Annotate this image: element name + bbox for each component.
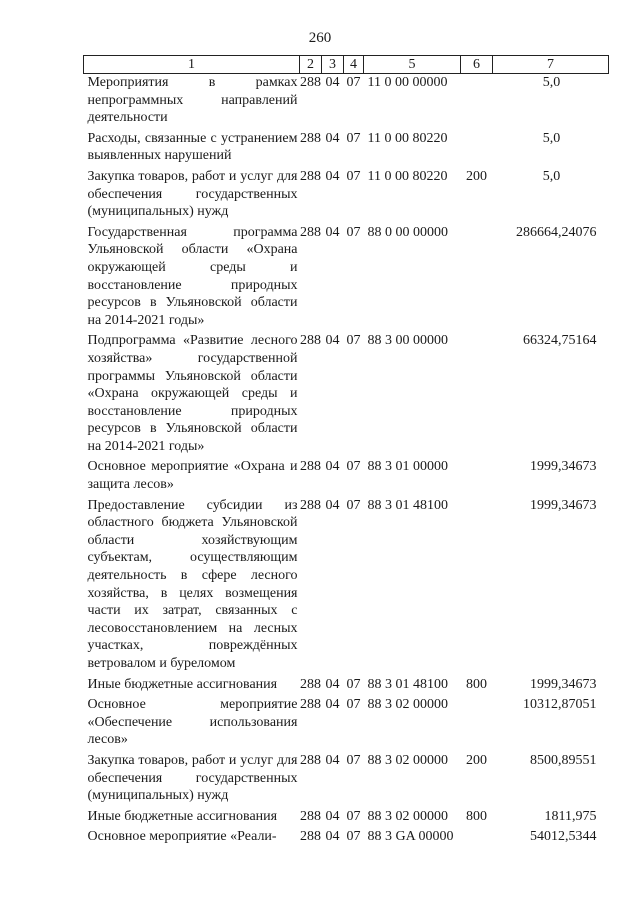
row-gr: 288 [300, 333, 321, 349]
row-csr: 88 3 01 00000 [367, 459, 448, 475]
row-csr: 11 0 00 80220 [367, 168, 448, 184]
table-row [84, 458, 609, 496]
row-sum: 1811,975 [544, 808, 597, 824]
row-gr: 288 [300, 752, 321, 768]
table-row [84, 752, 609, 808]
row-gr: 288 [300, 75, 321, 90]
row-pr: 07 [346, 752, 361, 768]
header-cell: 6 [461, 56, 493, 74]
table-row [84, 168, 609, 224]
row-csr: 88 3 01 48100 [367, 676, 448, 692]
table-row [84, 224, 609, 333]
row-csr: 11 0 00 80220 [367, 130, 448, 146]
row-csr: 88 3 01 48100 [367, 497, 448, 513]
row-pr: 07 [346, 808, 361, 824]
row-pr: 07 [346, 168, 361, 184]
row-csr: 88 3 00 00000 [367, 333, 448, 349]
row-rz: 04 [325, 829, 340, 845]
row-name: Мероприятия в рамках непрограммных направлений деятельности [87, 75, 298, 126]
table-row [84, 497, 609, 676]
row-gr: 288 [300, 224, 321, 240]
row-pr: 07 [346, 829, 361, 845]
table-body [84, 74, 609, 849]
row-sum: 10312,87051 [523, 697, 597, 713]
header-cell: 5 [364, 56, 461, 74]
row-rz: 04 [325, 808, 340, 824]
page-number: 260 [308, 30, 332, 46]
row-csr: 88 3 02 00000 [367, 752, 448, 768]
row-name: Предоставление субсидии из областного бюджета Ульяновской области хозяйствующим субъектам, осуществляющим деятельность в сфере лесного хозяйства, в целях возмещения части их затрат, связанных с лесовосстановлением на лесных участках, повреждённых ветровалом и буреломом [87, 497, 298, 671]
header-cell: 1 [84, 56, 300, 74]
row-vr [461, 696, 493, 752]
header-cell: 4 [344, 56, 364, 74]
table-row [84, 676, 609, 697]
row-sum: 5,0 [542, 130, 561, 146]
row-pr: 07 [346, 75, 361, 90]
row-sum: 1999,34673 [530, 459, 597, 475]
row-sum: 5,0 [542, 168, 561, 184]
row-sum: 54012,5344 [530, 829, 597, 845]
row-gr: 288 [300, 808, 321, 824]
row-vr [461, 332, 493, 458]
row-rz: 04 [325, 168, 340, 184]
row-gr: 288 [300, 130, 321, 146]
header-cell: 3 [322, 56, 344, 74]
row-sum: 1999,34673 [530, 676, 597, 692]
row-rz: 04 [325, 459, 340, 475]
row-sum: 1999,34673 [530, 497, 597, 513]
row-csr: 88 0 00 00000 [367, 224, 448, 240]
row-vr [461, 497, 493, 676]
row-pr: 07 [346, 130, 361, 146]
row-name: Иные бюджетные ассигнования [87, 808, 278, 824]
row-vr [461, 458, 493, 496]
row-vr: 200 [466, 752, 487, 768]
table-row [84, 828, 609, 849]
row-name: Государственная программа Ульяновской области «Охрана окружающей среды и восстановление природных ресурсов в Ульяновской области на 2014-2021 годы» [87, 224, 298, 328]
row-vr: 800 [466, 808, 487, 824]
table-row [84, 696, 609, 752]
row-name: Подпрограмма «Развитие лесного хозяйства» государственной программы Ульяновской области «Охрана окружающей среды и восстановление природных ресурсов в Ульяновской области на 2014-2021 годы» [87, 333, 298, 454]
row-rz: 04 [325, 130, 340, 146]
row-rz: 04 [325, 333, 340, 349]
row-sum: 66324,75164 [523, 333, 597, 349]
row-vr: 800 [466, 676, 487, 692]
row-rz: 04 [325, 497, 340, 513]
row-name: Расходы, связанные с устранением выявленных нарушений [87, 130, 298, 164]
budget-table [83, 55, 609, 849]
row-csr: 88 3 02 00000 [367, 697, 448, 713]
row-vr: 200 [466, 168, 487, 184]
header-cell: 2 [300, 56, 322, 74]
row-name: Основное мероприятие «Реали- [87, 829, 277, 845]
row-csr: 88 3 02 00000 [367, 808, 448, 824]
row-pr: 07 [346, 224, 361, 240]
table-header [84, 56, 609, 74]
row-name: Основное мероприятие «Обеспечение использования лесов» [87, 697, 298, 748]
row-gr: 288 [300, 459, 321, 475]
row-name: Основное мероприятие «Охрана и защита лесов» [87, 459, 298, 493]
row-gr: 288 [300, 697, 321, 713]
row-pr: 07 [346, 697, 361, 713]
table-row [84, 808, 609, 829]
row-vr [461, 74, 493, 130]
row-csr: 88 3 GA 00000 [367, 829, 454, 845]
row-rz: 04 [325, 676, 340, 692]
row-gr: 288 [300, 497, 321, 513]
row-rz: 04 [325, 752, 340, 768]
row-vr [461, 828, 493, 849]
row-rz: 04 [325, 697, 340, 713]
row-pr: 07 [346, 676, 361, 692]
row-pr: 07 [346, 333, 361, 349]
row-vr [461, 130, 493, 168]
row-sum: 8500,89551 [530, 752, 597, 768]
row-rz: 04 [325, 224, 340, 240]
row-csr: 11 0 00 00000 [367, 75, 448, 90]
table-row [84, 332, 609, 458]
row-gr: 288 [300, 676, 321, 692]
row-sum: 286664,24076 [516, 224, 597, 240]
table-row [84, 74, 609, 130]
header-cell: 7 [493, 56, 609, 74]
table-row [84, 130, 609, 168]
row-sum: 5,0 [542, 75, 561, 90]
row-vr [461, 224, 493, 333]
row-rz: 04 [325, 75, 340, 90]
row-gr: 288 [300, 168, 321, 184]
row-name: Иные бюджетные ассигнования [87, 676, 278, 692]
row-gr: 288 [300, 829, 321, 845]
row-pr: 07 [346, 497, 361, 513]
row-name: Закупка товаров, работ и услуг для обеспечения государственных (муниципальных) нужд [87, 168, 298, 220]
row-name: Закупка товаров, работ и услуг для обеспечения государственных (муниципальных) нужд [87, 752, 298, 804]
row-pr: 07 [346, 459, 361, 475]
